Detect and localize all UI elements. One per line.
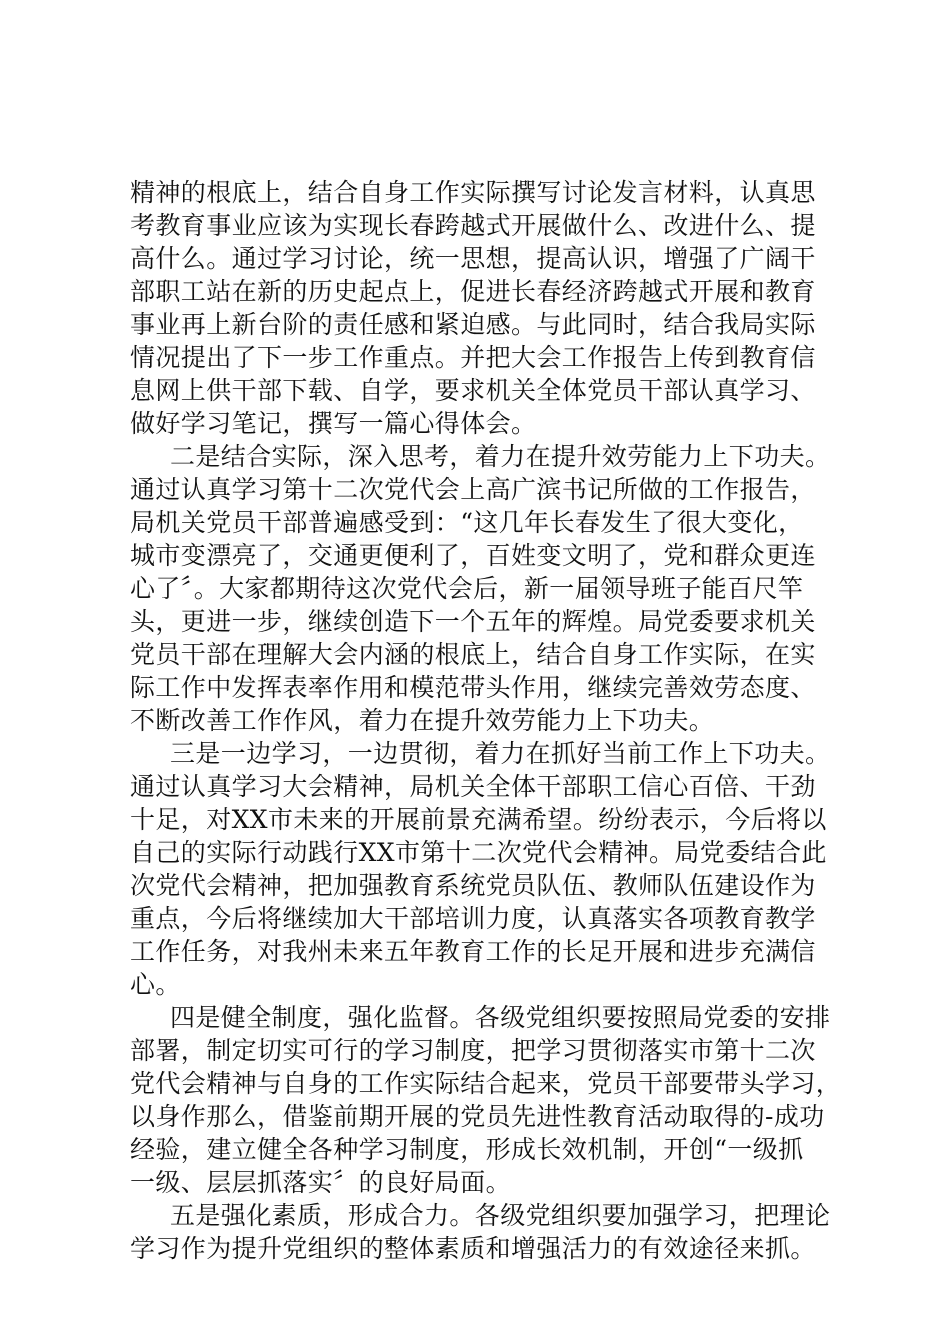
text-line: 工作任务，对我州未来五年教育工作的长足开展和进步充满信 xyxy=(130,937,816,966)
text-line: 不断改善工作作风，着力在提升效劳能力上下功夫。 xyxy=(130,706,715,735)
text-line: 学习作为提升党组织的整体素质和增强活力的有效途径来抓。 xyxy=(130,1234,816,1263)
text-line: 心了〞。大家都期待这次党代会后，新一届领导班子能百尺竿 xyxy=(130,574,804,603)
text-line: 党代会精神与自身的工作实际结合起来，党员干部要带头学习， xyxy=(130,1069,842,1098)
text-line: 做好学习笔记，撰写一篇心得体会。 xyxy=(130,409,537,438)
text-line: 际工作中发挥表率作用和模范带头作用，继续完善效劳态度、 xyxy=(130,673,816,702)
text-line: 党员干部在理解大会内涵的根底上，结合自身工作实际，在实 xyxy=(130,640,816,669)
text-line: 情况提出了下一步工作重点。并把大会工作报告上传到教育信 xyxy=(130,343,816,372)
text-line: 城市变漂亮了，交通更便利了，百姓变文明了，党和群众更连 xyxy=(130,541,816,570)
text-line: 考教育事业应该为实现长春跨越式开展做什么、改进什么、提 xyxy=(130,211,816,240)
text-line: 自己的实际行动践行XX市第十二次党代会精神。局党委结合此 xyxy=(130,838,827,867)
document-body xyxy=(130,176,842,1265)
text-line: 部署，制定切实可行的学习制度，把学习贯彻落实市第十二次 xyxy=(130,1036,816,1065)
text-line: 以身作那么，借鉴前期开展的党员先进性教育活动取得的-成功 xyxy=(130,1102,825,1131)
text-line: 息网上供干部下载、自学，要求机关全体党员干部认真学习、 xyxy=(130,376,816,405)
text-line: 头，更进一步，继续创造下一个五年的辉煌。局党委要求机关 xyxy=(130,607,816,636)
text-line: 部职工站在新的历史起点上，促进长春经济跨越式开展和教育 xyxy=(130,277,816,306)
text-line: 事业再上新台阶的责任感和紧迫感。与此同时，结合我局实际 xyxy=(130,310,816,339)
text-line: 心。 xyxy=(130,970,181,999)
text-line: 一级、层层抓落实〞的良好局面。 xyxy=(130,1168,512,1197)
text-line: 通过认真学习大会精神，局机关全体干部职工信心百倍、干劲 xyxy=(130,772,816,801)
text-line: 重点，今后将继续加大干部培训力度，认真落实各项教育教学 xyxy=(130,904,816,933)
text-line: 通过认真学习第十二次党代会上高广滨书记所做的工作报告， xyxy=(130,475,816,504)
paragraph-start-line: 二是结合实际，深入思考，着力在提升效劳能力上下功夫。 xyxy=(170,442,831,471)
paragraph-start-line: 五是强化素质，形成合力。各级党组织要加强学习，把理论 xyxy=(170,1201,831,1230)
text-line: 经验，建立健全各种学习制度，形成长效机制，开创“一级抓 xyxy=(130,1135,804,1164)
text-line: 局机关党员干部普遍感受到：“这几年长春发生了很大变化， xyxy=(130,508,804,537)
text-line: 高什么。通过学习讨论，统一思想，提高认识，增强了广阔干 xyxy=(130,244,816,273)
paragraph-start-line: 四是健全制度，强化监督。各级党组织要按照局党委的安排 xyxy=(170,1003,831,1032)
text-line: 精神的根底上，结合自身工作实际撰写讨论发言材料，认真思 xyxy=(130,178,816,207)
text-line: 十足，对XX市未来的开展前景充满希望。纷纷表示，今后将以 xyxy=(130,805,827,834)
text-line: 次党代会精神，把加强教育系统党员队伍、教师队伍建设作为 xyxy=(130,871,816,900)
paragraph-start-line: 三是一边学习，一边贯彻，着力在抓好当前工作上下功夫。 xyxy=(170,739,831,768)
